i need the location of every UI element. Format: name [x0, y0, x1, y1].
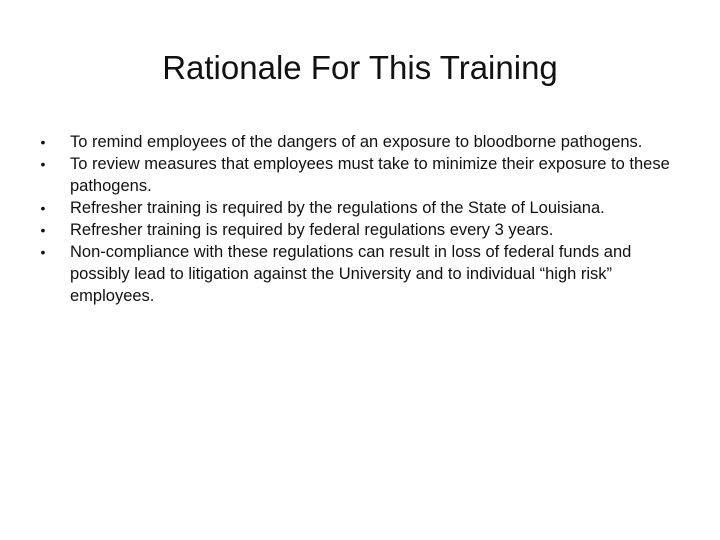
bullet-item	[36, 241, 686, 307]
bullet-text: To review measures that employees must take to minimize their exposure to these pathogens.	[70, 155, 670, 195]
slide-title: Rationale For This Training	[162, 49, 558, 86]
bullet-text: Non-compliance with these regulations can result in loss of federal funds and possibly lead to litigation against the University and to individual “high risk” employees.	[70, 243, 632, 305]
bullet-item	[36, 197, 686, 219]
bullet-icon: •	[40, 156, 46, 172]
bullet-list	[36, 131, 686, 307]
bullet-icon: •	[40, 134, 46, 150]
bullet-icon: •	[40, 222, 46, 238]
bullet-item	[36, 219, 686, 241]
bullet-text: Refresher training is required by the regulations of the State of Louisiana.	[70, 199, 605, 217]
bullet-icon: •	[40, 200, 46, 216]
bullet-item	[36, 153, 686, 197]
bullet-item	[36, 131, 686, 153]
bullet-text: Refresher training is required by federal regulations every 3 years.	[70, 221, 554, 239]
bullet-text: To remind employees of the dangers of an exposure to bloodborne pathogens.	[70, 133, 643, 151]
bullet-icon: •	[40, 244, 46, 260]
